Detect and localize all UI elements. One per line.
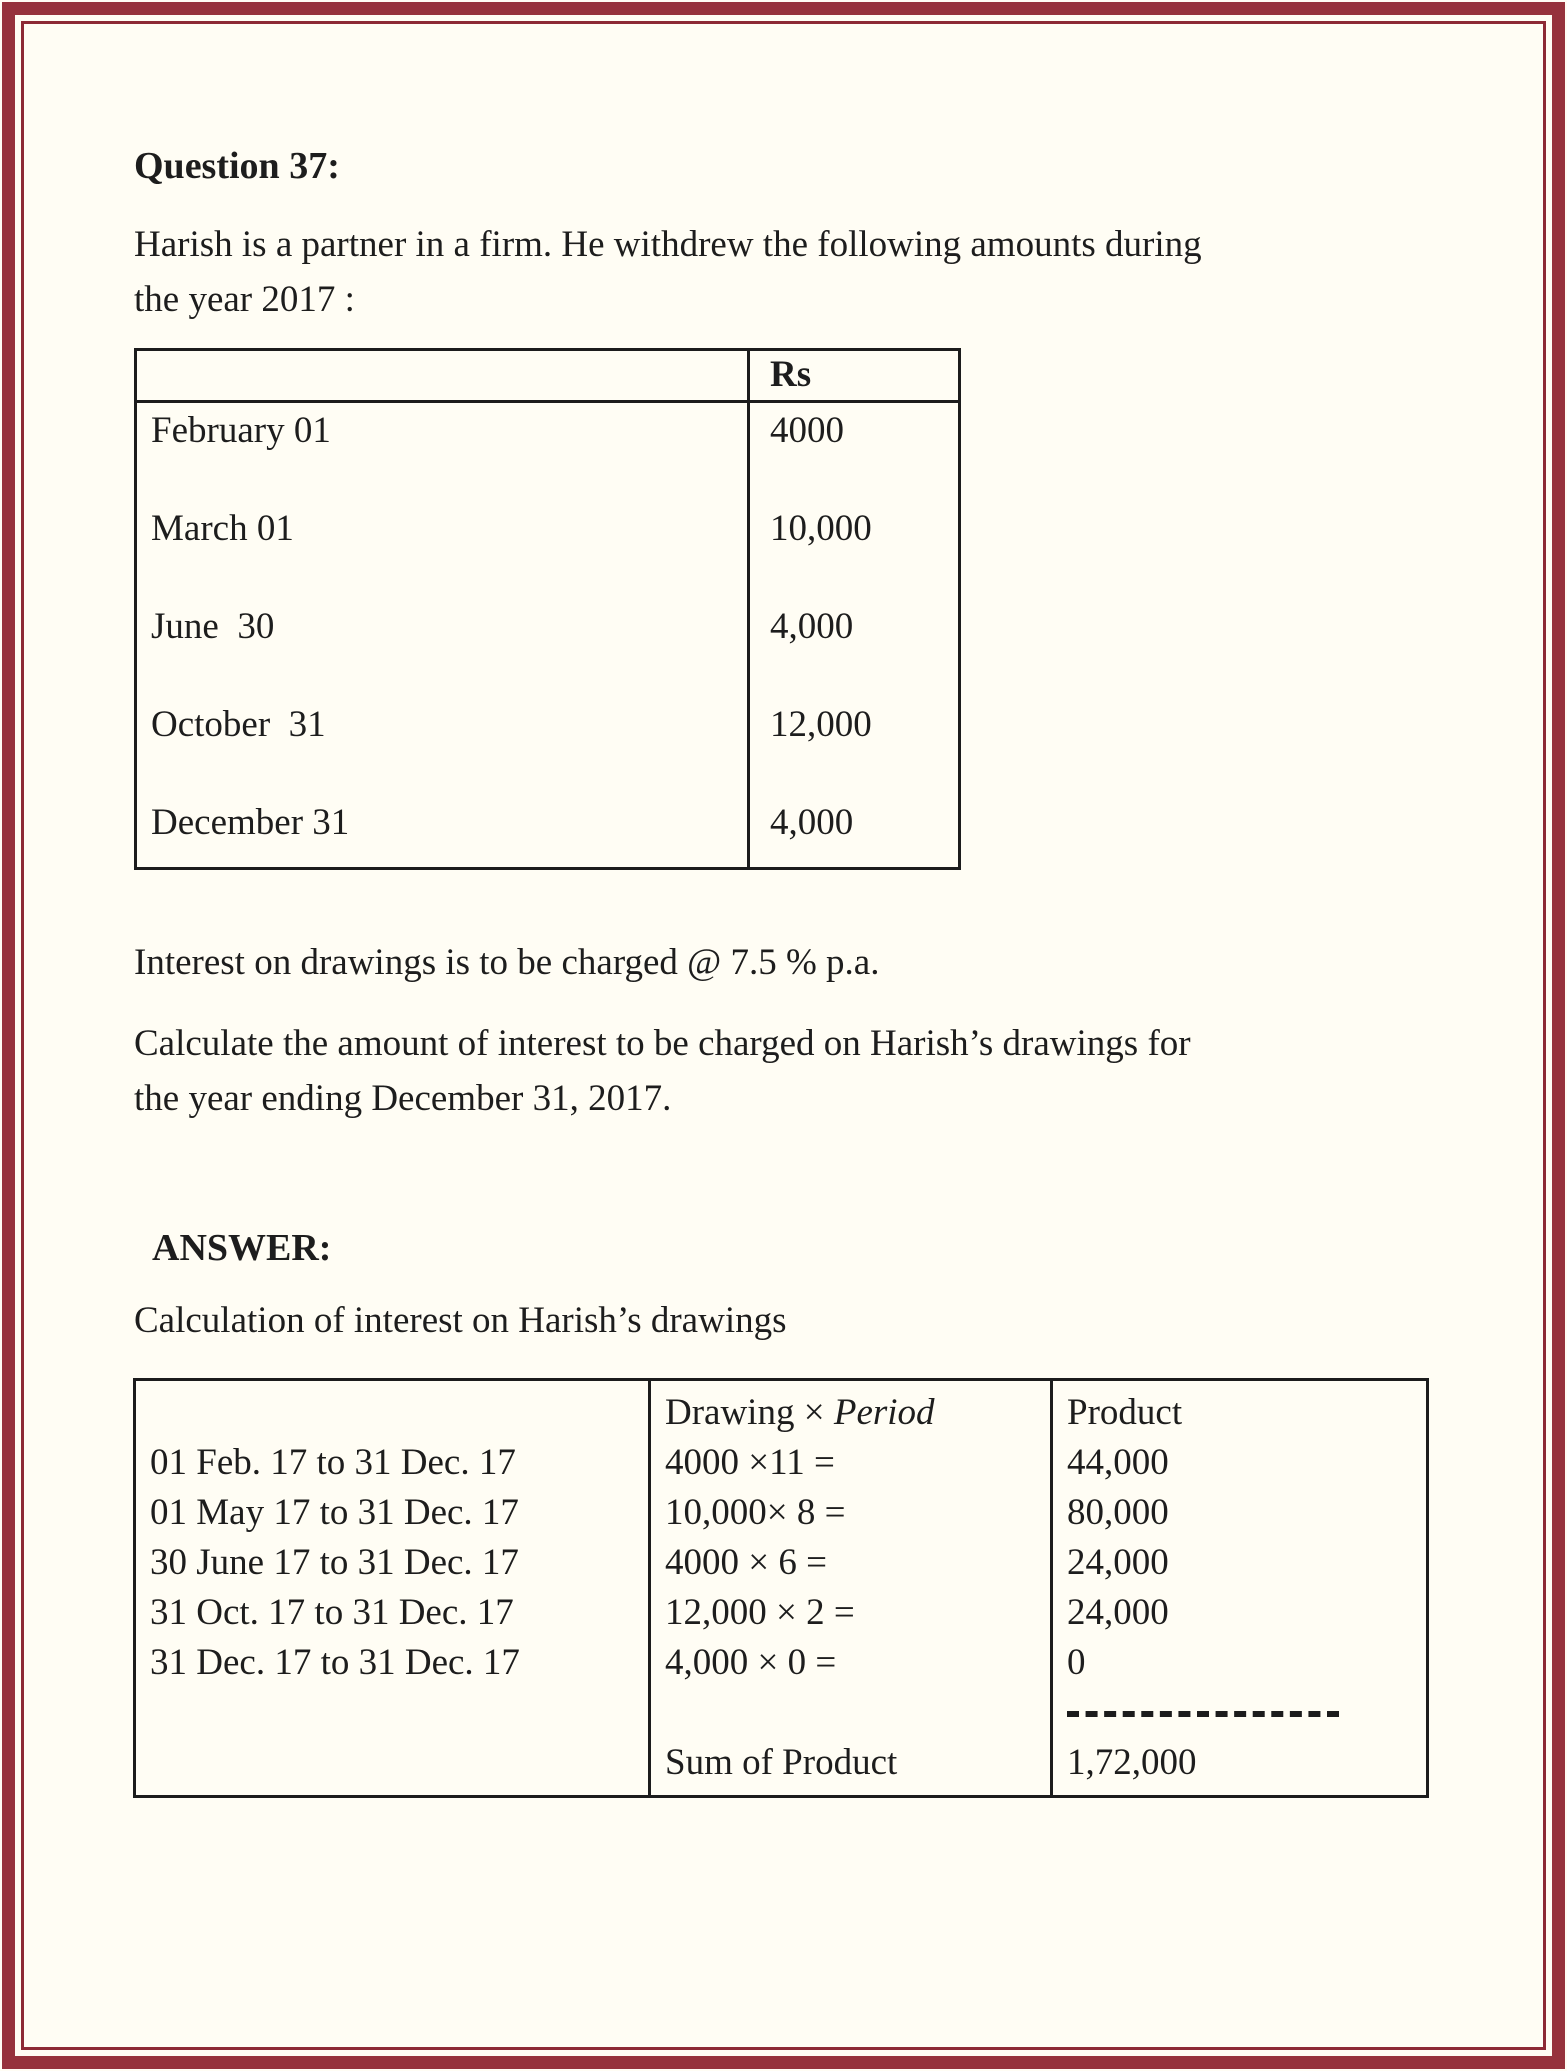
task-line: Calculate the amount of interest to be charged on Harish’s drawings for [134,1023,1191,1064]
equation: 4000 ×11 = [665,1441,835,1483]
table-row [137,501,958,599]
date-header-cell [137,351,750,400]
withdrawal-amount: 4000 [770,410,844,451]
calc-table [133,1378,1429,1798]
product-header: Product [1067,1391,1183,1433]
table-row [137,403,958,501]
withdrawal-amount: 12,000 [770,704,872,745]
drawing-header-text: Drawing × [665,1391,834,1433]
product-value: 80,000 [1067,1491,1169,1533]
answer-heading: ANSWER: [152,1227,332,1269]
task-line: the year ending December 31, 2017. [134,1078,672,1119]
empty-header-cell [136,1387,648,1437]
intro-line: the year 2017 : [134,279,355,320]
drawing-period-header [651,1387,1050,1437]
answer-subtitle: Calculation of interest on Harish’s drawings [134,1300,787,1341]
product-column [1053,1381,1426,1795]
period-range: 01 May 17 to 31 Dec. 17 [150,1491,519,1533]
dashed-separator [1067,1711,1339,1717]
total-value: 1,72,000 [1067,1741,1197,1783]
withdrawals-header-row [137,351,958,403]
period-header-italic: Period [833,1391,935,1433]
product-value: 24,000 [1067,1541,1169,1583]
withdrawal-date: December 31 [137,795,750,867]
withdrawal-date: February 01 [137,403,750,501]
equation: 4,000 × 0 = [665,1641,837,1683]
table-row [137,697,958,795]
withdrawal-date: October 31 [137,697,750,795]
withdrawal-amount: 10,000 [770,508,872,549]
question-task [134,1016,1464,1126]
dashed-separator-line [1053,1687,1426,1737]
drawing-period-column [651,1381,1053,1795]
table-row [137,599,958,697]
amount-header-cell: Rs [770,354,812,395]
intro-line: Harish is a partner in a firm. He withdrew the following amounts during [134,224,1202,265]
withdrawal-date: June 30 [137,599,750,697]
period-range: 01 Feb. 17 to 31 Dec. 17 [150,1441,516,1483]
product-value: 44,000 [1067,1441,1169,1483]
product-value: 0 [1067,1641,1086,1683]
table-row [137,795,958,867]
period-range: 30 June 17 to 31 Dec. 17 [150,1541,519,1583]
equation: 10,000× 8 = [665,1491,846,1533]
withdrawal-date: March 01 [137,501,750,599]
product-value: 24,000 [1067,1591,1169,1633]
withdrawal-amount: 4,000 [770,802,854,843]
withdrawals-table [134,348,961,870]
interest-note: Interest on drawings is to be charged @ 7.5 % p.a. [134,942,880,983]
period-column [136,1381,651,1795]
question-heading: Question 37: [134,145,340,187]
period-range: 31 Oct. 17 to 31 Dec. 17 [150,1591,514,1633]
sum-label: Sum of Product [665,1741,898,1783]
spacer-line [651,1687,1050,1737]
equation: 4000 × 6 = [665,1541,827,1583]
period-range: 31 Dec. 17 to 31 Dec. 17 [150,1641,520,1683]
withdrawal-amount: 4,000 [770,606,854,647]
question-intro [134,217,1464,327]
equation: 12,000 × 2 = [665,1591,855,1633]
